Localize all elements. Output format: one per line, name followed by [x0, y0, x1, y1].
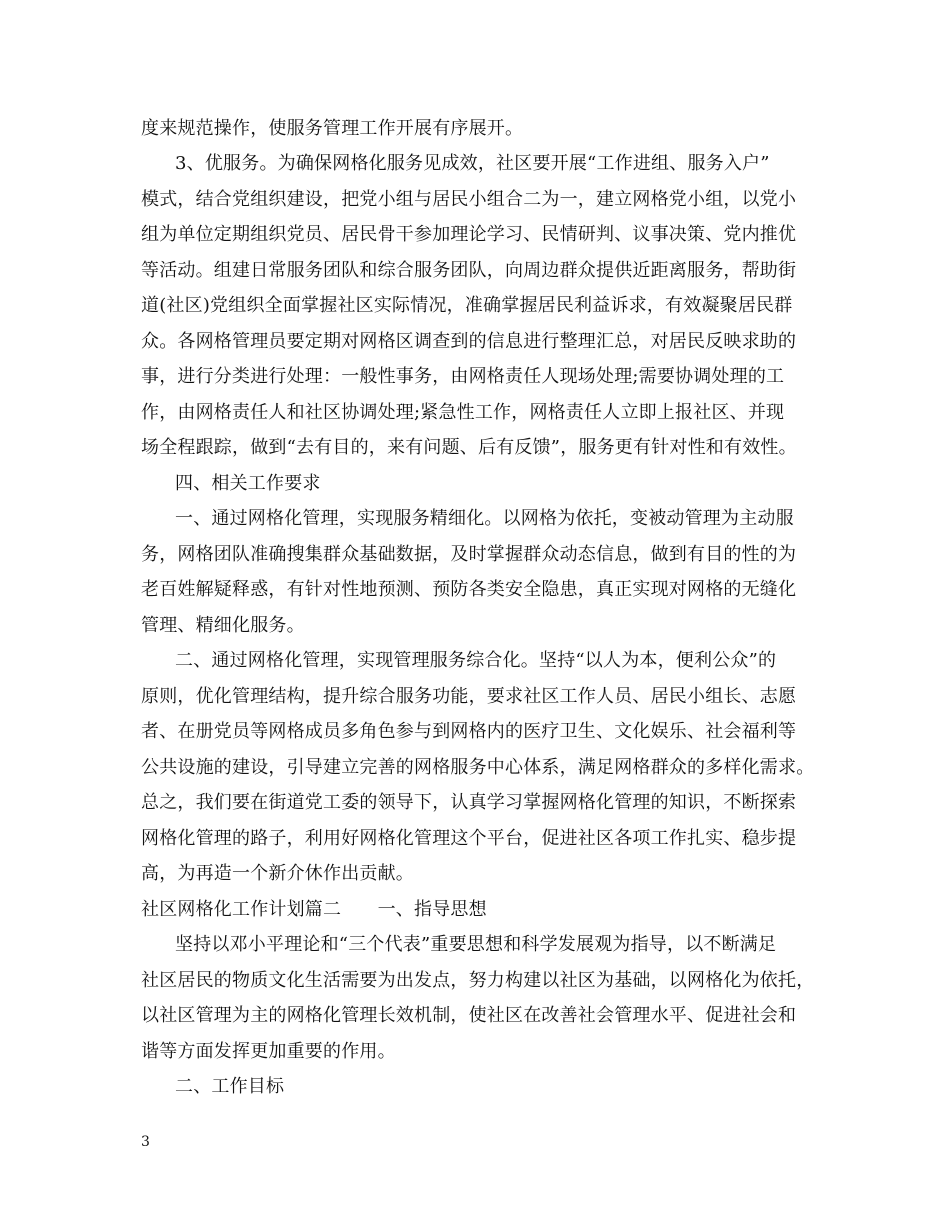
section-heading: 二、工作目标: [175, 1076, 285, 1097]
text-line: 3、优服务。为确保网格化服务见成效，社区要开展“工作进组、服务入户”: [175, 153, 770, 174]
text-line: 谐等方面发挥更加重要的作用。: [141, 1041, 396, 1062]
text-line: 者、在册党员等网格成员多角色参与到网格内的医疗卫生、文化娱乐、社会福利等: [141, 721, 797, 742]
text-line: 务，网格团队准确搜集群众基础数据，及时掌握群众动态信息，做到有目的性的为: [141, 544, 797, 565]
text-line: 事，进行分类进行处理：一般性事务，由网格责任人现场处理;需要协调处理的工: [141, 366, 785, 387]
text-line: 等活动。组建日常服务团队和综合服务团队，向周边群众提供近距离服务，帮助街: [141, 260, 797, 281]
text-line: 以社区管理为主的网格化管理长效机制，使社区在改善社会管理水平、促进社会和: [141, 1005, 797, 1026]
text-line: 作，由网格责任人和社区协调处理;紧急性工作，网格责任人立即上报社区、并现: [141, 402, 785, 423]
text-line: 度来规范操作，使服务管理工作开展有序展开。: [141, 118, 524, 139]
text-line: 一、通过网格化管理，实现服务精细化。以网格为依托，变被动管理为主动服: [175, 508, 794, 529]
text-line: 场全程跟踪，做到“去有目的，来有问题、后有反馈”，服务更有针对性和有效性。: [141, 437, 797, 458]
page-number: 3: [141, 1134, 150, 1150]
text-line: 管理、精细化服务。: [141, 615, 305, 636]
text-line: 模式，结合党组织建设，把党小组与居民小组合二为一，建立网格党小组，以党小: [141, 189, 797, 210]
text-line: 网格化管理的路子，利用好网格化管理这个平台，促进社区各项工作扎实、稳步提: [141, 828, 797, 849]
section-heading: 社区网格化工作计划篇二 一、指导思想: [141, 899, 487, 920]
text-line: 坚持以邓小平理论和“三个代表”重要思想和科学发展观为指导，以不断满足: [175, 934, 777, 955]
text-line: 众。各网格管理员要定期对网格区调查到的信息进行整理汇总，对居民反映求助的: [141, 331, 797, 352]
text-line: 社区居民的物质文化生活需要为出发点，努力构建以社区为基础，以网格化为依托，: [141, 970, 815, 991]
text-line: 组为单位定期组织党员、居民骨干参加理论学习、民情研判、议事决策、党内推优: [141, 224, 797, 245]
text-line: 高，为再造一个新介休作出贡献。: [141, 863, 414, 884]
text-line: 原则，优化管理结构，提升综合服务功能，要求社区工作人员、居民小组长、志愿: [141, 686, 797, 707]
text-line: 公共设施的建设，引导建立完善的网格服务中心体系，满足网格群众的多样化需求。: [141, 757, 815, 778]
text-line: 二、通过网格化管理，实现管理服务综合化。坚持“以人为本，便利公众”的: [175, 650, 777, 671]
text-line: 老百姓解疑释惑，有针对性地预测、预防各类安全隐患，真正实现对网格的无缝化: [141, 579, 797, 600]
text-line: 道(社区)党组织全面掌握社区实际情况，准确掌握居民利益诉求，有效凝聚居民群: [141, 295, 793, 316]
text-line: 总之，我们要在街道党工委的领导下，认真学习掌握网格化管理的知识，不断探索: [141, 792, 797, 813]
section-heading: 四、相关工作要求: [175, 473, 321, 494]
